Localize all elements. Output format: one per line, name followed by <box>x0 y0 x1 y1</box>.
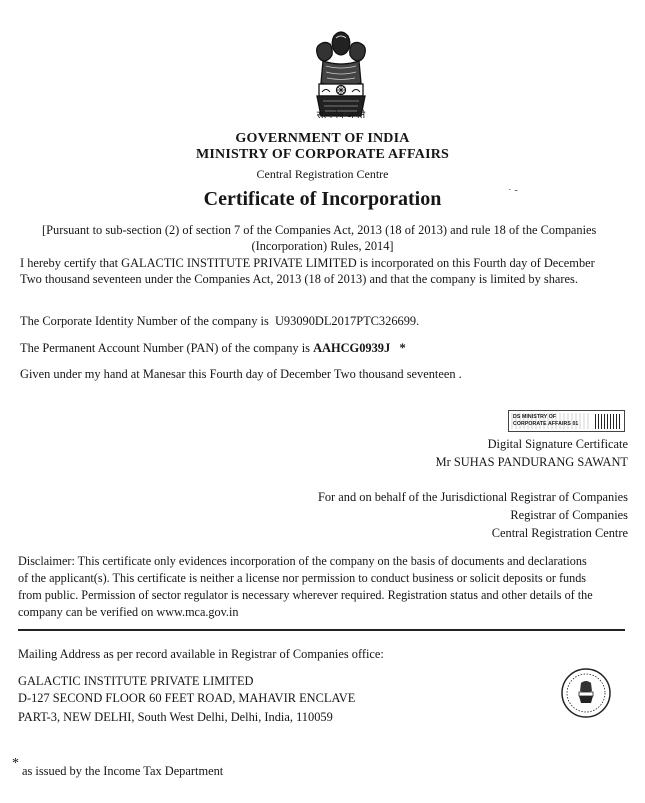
registrar-line: Registrar of Companies <box>510 508 628 522</box>
ministry-heading: MINISTRY OF CORPORATE AFFAIRS <box>195 147 450 162</box>
stamp-line-2: CORPORATE AFFAIRS 01 <box>513 421 579 427</box>
cin-line <box>20 313 419 329</box>
disclaimer-line-4: company can be verified on www.mca.gov.in <box>18 605 239 619</box>
digital-signature-label: Digital Signature Certificate <box>487 437 628 451</box>
mailing-address-line-2: PART-3, NEW DELHI, South West Delhi, Delhi, India, 110059 <box>18 710 333 724</box>
stray-mark: · - <box>508 184 519 196</box>
centre-line: Central Registration Centre <box>491 526 628 540</box>
preamble-line-1: [Pursuant to sub-section (2) of section 7 of the Companies Act, 2013 (18 of 2013) and rule 18 of the Companies <box>42 223 597 237</box>
certify-line-1: I hereby certify that GALACTIC INSTITUTE PRIVATE LIMITED is incorporated on this Fourth day of December <box>20 256 595 270</box>
footnote-marker: * <box>12 756 19 771</box>
mailing-heading: Mailing Address as per record available in Registrar of Companies office: <box>18 647 384 661</box>
ministry-seal-icon <box>560 667 612 719</box>
pan-line <box>20 340 406 356</box>
registration-centre: Central Registration Centre <box>256 167 389 181</box>
pan-label: The Permanent Account Number (PAN) of the company is <box>20 341 310 355</box>
certify-line-2: Two thousand seventeen under the Companies Act, 2013 (18 of 2013) and that the company is limited by shares. <box>20 272 578 286</box>
cin-label: The Corporate Identity Number of the company is <box>20 314 269 328</box>
digital-signature-stamp <box>508 410 625 432</box>
pan-value: AAHCG0939J <box>313 341 391 355</box>
disclaimer-line-2: of the applicant(s). This certificate is neither a license nor permission to conduct business or solicit deposits or funds <box>18 571 587 585</box>
mailing-company: GALACTIC INSTITUTE PRIVATE LIMITED <box>18 674 254 688</box>
given-line: Given under my hand at Manesar this Fourth day of December Two thousand seventeen . <box>20 367 462 381</box>
certificate-title: Certificate of Incorporation <box>203 188 442 210</box>
preamble-line-2: (Incorporation) Rules, 2014] <box>251 239 394 253</box>
footnote-text: as issued by the Income Tax Department <box>22 764 224 778</box>
divider <box>18 629 625 631</box>
cin-value: U93090DL2017PTC326699. <box>274 314 420 328</box>
stamp-line-1: DS MINISTRY OF <box>513 414 557 420</box>
disclaimer-line-3: from public. Permission of sector regulator is necessary wherever required. Registration status and other details of the <box>18 588 593 602</box>
disclaimer-line-1: Disclaimer: This certificate only evidences incorporation of the company on the basis of documents and declarations <box>18 554 587 568</box>
stamp-hatch <box>595 414 621 429</box>
pan-footnote-marker: * <box>399 341 406 355</box>
government-heading: GOVERNMENT OF INDIA <box>235 131 410 146</box>
signatory-name: Mr SUHAS PANDURANG SAWANT <box>435 455 628 469</box>
mailing-address-line-1: D-127 SECOND FLOOR 60 FEET ROAD, MAHAVIR ENCLAVE <box>18 691 356 705</box>
emblem-motto: सत्यमेव जयते <box>316 110 366 121</box>
behalf-line: For and on behalf of the Jurisdictional Registrar of Companies <box>317 490 628 504</box>
